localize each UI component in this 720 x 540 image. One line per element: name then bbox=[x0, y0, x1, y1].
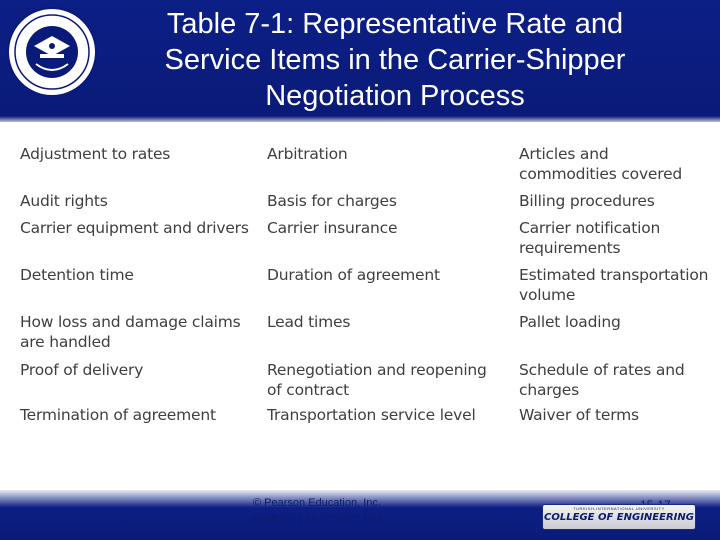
table-cell: Carrier notification requirements bbox=[519, 219, 661, 257]
table-cell: Waiver of terms bbox=[519, 406, 639, 424]
table-cell: Estimated transportation volume bbox=[519, 266, 709, 304]
slide-header bbox=[0, 0, 720, 122]
title-line-3: Negotiation Process bbox=[265, 80, 525, 112]
table-cell: Duration of agreement bbox=[267, 266, 440, 284]
table-cell: Schedule of rates and charges bbox=[519, 361, 685, 399]
college-logo bbox=[542, 504, 696, 530]
rate-service-items-table bbox=[0, 128, 720, 428]
table-cell: Adjustment to rates bbox=[20, 145, 171, 163]
copyright-notice bbox=[253, 496, 453, 526]
table-cell: Lead times bbox=[267, 313, 351, 331]
title-line-1: Table 7-1: Representative Rate and bbox=[166, 8, 624, 40]
title-line-2: Service Items in the Carrier-Shipper bbox=[164, 44, 626, 76]
table-cell: Detention time bbox=[20, 266, 134, 284]
table-cell: Proof of delivery bbox=[20, 361, 144, 379]
table-cell: Audit rights bbox=[20, 192, 108, 210]
copyright-line-2: publishing as Prentice Hall bbox=[253, 512, 383, 524]
table-cell: How loss and damage claims are handled bbox=[20, 313, 241, 351]
table-cell: Arbitration bbox=[267, 145, 348, 163]
copyright-line-1: © Pearson Education, Inc. bbox=[253, 497, 381, 509]
table-cell: Basis for charges bbox=[267, 192, 397, 210]
slide-title bbox=[100, 6, 690, 114]
college-name: COLLEGE OF ENGINEERING bbox=[544, 512, 694, 523]
table-cell: Carrier equipment and drivers bbox=[20, 219, 249, 237]
table-cell: Pallet loading bbox=[519, 313, 621, 331]
table-cell: Renegotiation and reopening of contract bbox=[267, 361, 487, 399]
table-cell: Billing procedures bbox=[519, 192, 655, 210]
university-seal-icon bbox=[6, 6, 98, 98]
table-cell: Carrier insurance bbox=[267, 219, 398, 237]
table-cell: Articles and commodities covered bbox=[519, 145, 683, 183]
table-cell: Termination of agreement bbox=[20, 406, 216, 424]
college-university-text: TURKISH-INTERNATIONAL UNIVERSITY bbox=[573, 506, 665, 511]
table-cell: Transportation service level bbox=[267, 406, 476, 424]
